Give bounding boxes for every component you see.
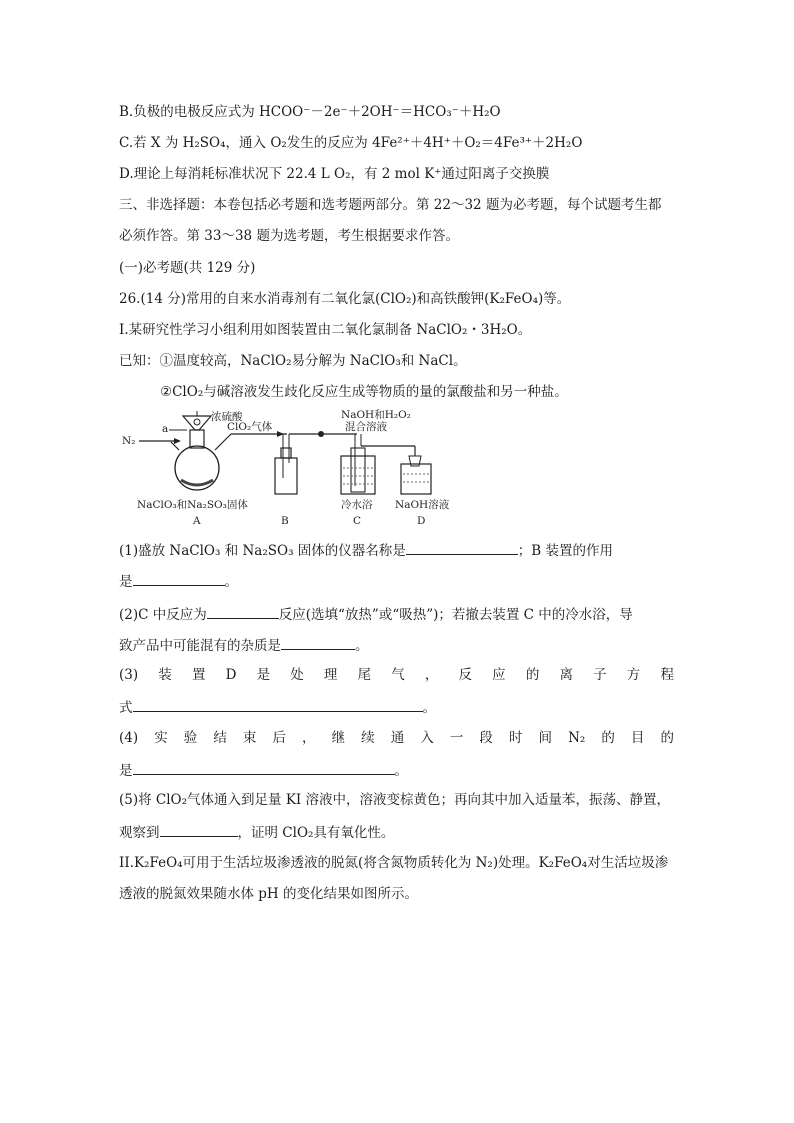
- question-3: [119, 666, 674, 684]
- q4a-char: 验: [183, 730, 198, 746]
- mixed-solution-label: 混合溶液: [345, 421, 387, 433]
- question-5-end: ，证明 ClO₂具有氧化性。: [237, 825, 395, 841]
- option-b: B.负极的电极反应式为 HCOO⁻－2e⁻＋2OH⁻＝HCO₃⁻＋H₂O: [119, 104, 501, 120]
- q4a-char: (4): [119, 730, 139, 746]
- q4a-char: 目: [630, 730, 645, 746]
- q3a-char: D: [225, 667, 237, 683]
- question-2-cont: [119, 635, 369, 655]
- q4a-char: 时: [508, 730, 523, 746]
- answer-blank-1b[interactable]: [133, 571, 225, 586]
- naoh-solution-label: NaOH溶液: [395, 499, 450, 511]
- question-2-impurity: 致产品中可能混有的杂质是: [119, 638, 281, 654]
- beaker-d: [401, 456, 431, 494]
- q3a-char: 应: [492, 667, 506, 683]
- label-c: C: [353, 515, 362, 527]
- known-condition-2: ②ClO₂与碱溶液发生歧化反应生成等物质的量的氯酸盐和另一种盐。: [160, 384, 568, 400]
- q3a-char: 离: [559, 667, 573, 683]
- section-three-intro-cont: 必须作答。第 33～38 题为选考题，考生根据要求作答。: [119, 228, 459, 244]
- q3a-char: 尾: [357, 667, 372, 683]
- question-5-observe: 观察到: [119, 825, 160, 841]
- answer-blank-2a[interactable]: [207, 604, 279, 619]
- known-condition-1: 已知：①温度较高，NaClO₂易分解为 NaClO₃和 NaCl。: [119, 353, 467, 369]
- naoh-h2o2-label: NaOH和H₂O₂: [341, 409, 411, 421]
- question-1-text: (1)盛放 NaClO₃ 和 Na₂SO₃ 固体的仪器名称是: [119, 543, 406, 559]
- q3a-char: 置: [191, 667, 206, 683]
- q4a-char: 入: [420, 730, 434, 746]
- question-1-cont: [119, 571, 238, 591]
- question-2-text-cont: 反应(选填“放热”或“吸热”)；若撤去装置 C 中的冷水浴，导: [278, 607, 633, 623]
- q4a-char: 段: [479, 730, 493, 746]
- inlet-a-label: a: [162, 423, 169, 435]
- cold-bath-c: [341, 434, 375, 494]
- q4a-char: 的: [601, 730, 615, 746]
- question-2-text: (2)C 中反应为: [119, 607, 207, 623]
- q4a-char: 通: [390, 730, 405, 746]
- question-3-formula: 式: [119, 700, 133, 716]
- q4a-char: 继: [331, 730, 346, 746]
- answer-blank-1a[interactable]: [406, 540, 518, 555]
- q3a-char: 气: [391, 667, 405, 683]
- label-d: D: [417, 515, 426, 527]
- answer-blank-4[interactable]: [133, 760, 395, 775]
- question-4-cont: [119, 760, 408, 780]
- q4a-char: 后: [272, 730, 286, 746]
- required-heading: (一)必考题(共 129 分): [119, 260, 256, 276]
- question-5: (5)将 ClO₂气体通入到足量 KI 溶液中，溶液变棕黄色；再向其中加入适量苯，振荡、静置，: [119, 792, 671, 808]
- question-4-is: 是: [119, 763, 133, 779]
- q3a-char: 的: [525, 667, 540, 683]
- question-1-end: 。: [224, 574, 238, 590]
- question-4: [119, 729, 674, 747]
- option-c: C.若 X 为 H₂SO₄，通入 O₂发生的反应为 4Fe²⁺＋4H⁺＋O₂＝4Fe³⁺＋2H₂O: [119, 135, 583, 151]
- solid-reagents-label: NaClO₃和Na₂SO₃固体: [137, 499, 248, 511]
- answer-blank-5[interactable]: [160, 822, 238, 837]
- q3a-char: 反: [458, 667, 473, 683]
- n2-label: N₂: [122, 435, 136, 447]
- q4a-char: 结: [213, 730, 227, 746]
- q3a-char: 装: [158, 667, 172, 683]
- question-2: [119, 604, 633, 624]
- q3a-char: 方: [626, 667, 641, 683]
- q3a-char: 子: [593, 667, 607, 683]
- q3a-char: 程: [660, 667, 674, 683]
- question-5-cont: [119, 822, 394, 842]
- question-3-cont: [119, 697, 436, 717]
- apparatus-diagram: [119, 408, 479, 530]
- question-3-end: 。: [422, 700, 436, 716]
- q4a-char: 束: [242, 730, 257, 746]
- question-1-is: 是: [119, 574, 133, 590]
- question-26-stem: 26.(14 分)常用的自来水消毒剂有二氧化氯(ClO₂)和高铁酸钾(K₂FeO₄)等。: [119, 291, 571, 307]
- label-b: B: [281, 515, 289, 527]
- q4a-char: 的: [660, 730, 674, 746]
- q3a-char: 理: [323, 667, 338, 683]
- question-1: [119, 540, 613, 560]
- q3a-char: 处: [290, 667, 304, 683]
- answer-blank-3[interactable]: [133, 697, 423, 712]
- question-2-end: 。: [355, 638, 369, 654]
- q4a-char: ，: [302, 730, 316, 746]
- answer-blank-2b[interactable]: [281, 635, 355, 650]
- q3a-char: (3): [119, 667, 139, 683]
- q4a-char: 一: [449, 730, 464, 746]
- bottle-b: [275, 434, 297, 494]
- clo2-gas-label: ClO₂气体: [227, 421, 273, 433]
- section-three-intro: 三、非选择题：本卷包括必考题和选考题两部分。第 22～32 题为必考题，每个试题考生都: [119, 197, 662, 213]
- q3a-char: 是: [256, 667, 271, 683]
- conc-acid-label: 浓硫酸: [211, 411, 243, 423]
- option-d: D.理论上每消耗标准状况下 22.4 L O₂，有 2 mol K⁺通过阳离子交换膜: [119, 166, 550, 182]
- q4a-char: N₂: [568, 730, 586, 746]
- q4a-char: 实: [154, 730, 168, 746]
- q3a-char: ，: [424, 667, 439, 683]
- part-i-stem: I.某研究性学习小组利用如图装置由二氧化氯制备 NaClO₂・3H₂O。: [119, 322, 532, 338]
- label-a: A: [193, 515, 201, 527]
- q4a-char: 间: [538, 730, 552, 746]
- question-1-text-cont: ；B 装置的作用: [517, 543, 613, 559]
- part-ii-stem: II.K₂FeO₄可用于生活垃圾渗透液的脱氮(将含氮物质转化为 N₂)处理。K₂FeO₄对生活垃圾渗: [119, 855, 669, 871]
- cold-bath-label: 冷水浴: [341, 499, 373, 511]
- question-4-end: 。: [394, 763, 408, 779]
- part-ii-stem-cont: 透液的脱氮效果随水体 pH 的变化结果如图所示。: [119, 886, 418, 902]
- q4a-char: 续: [361, 730, 375, 746]
